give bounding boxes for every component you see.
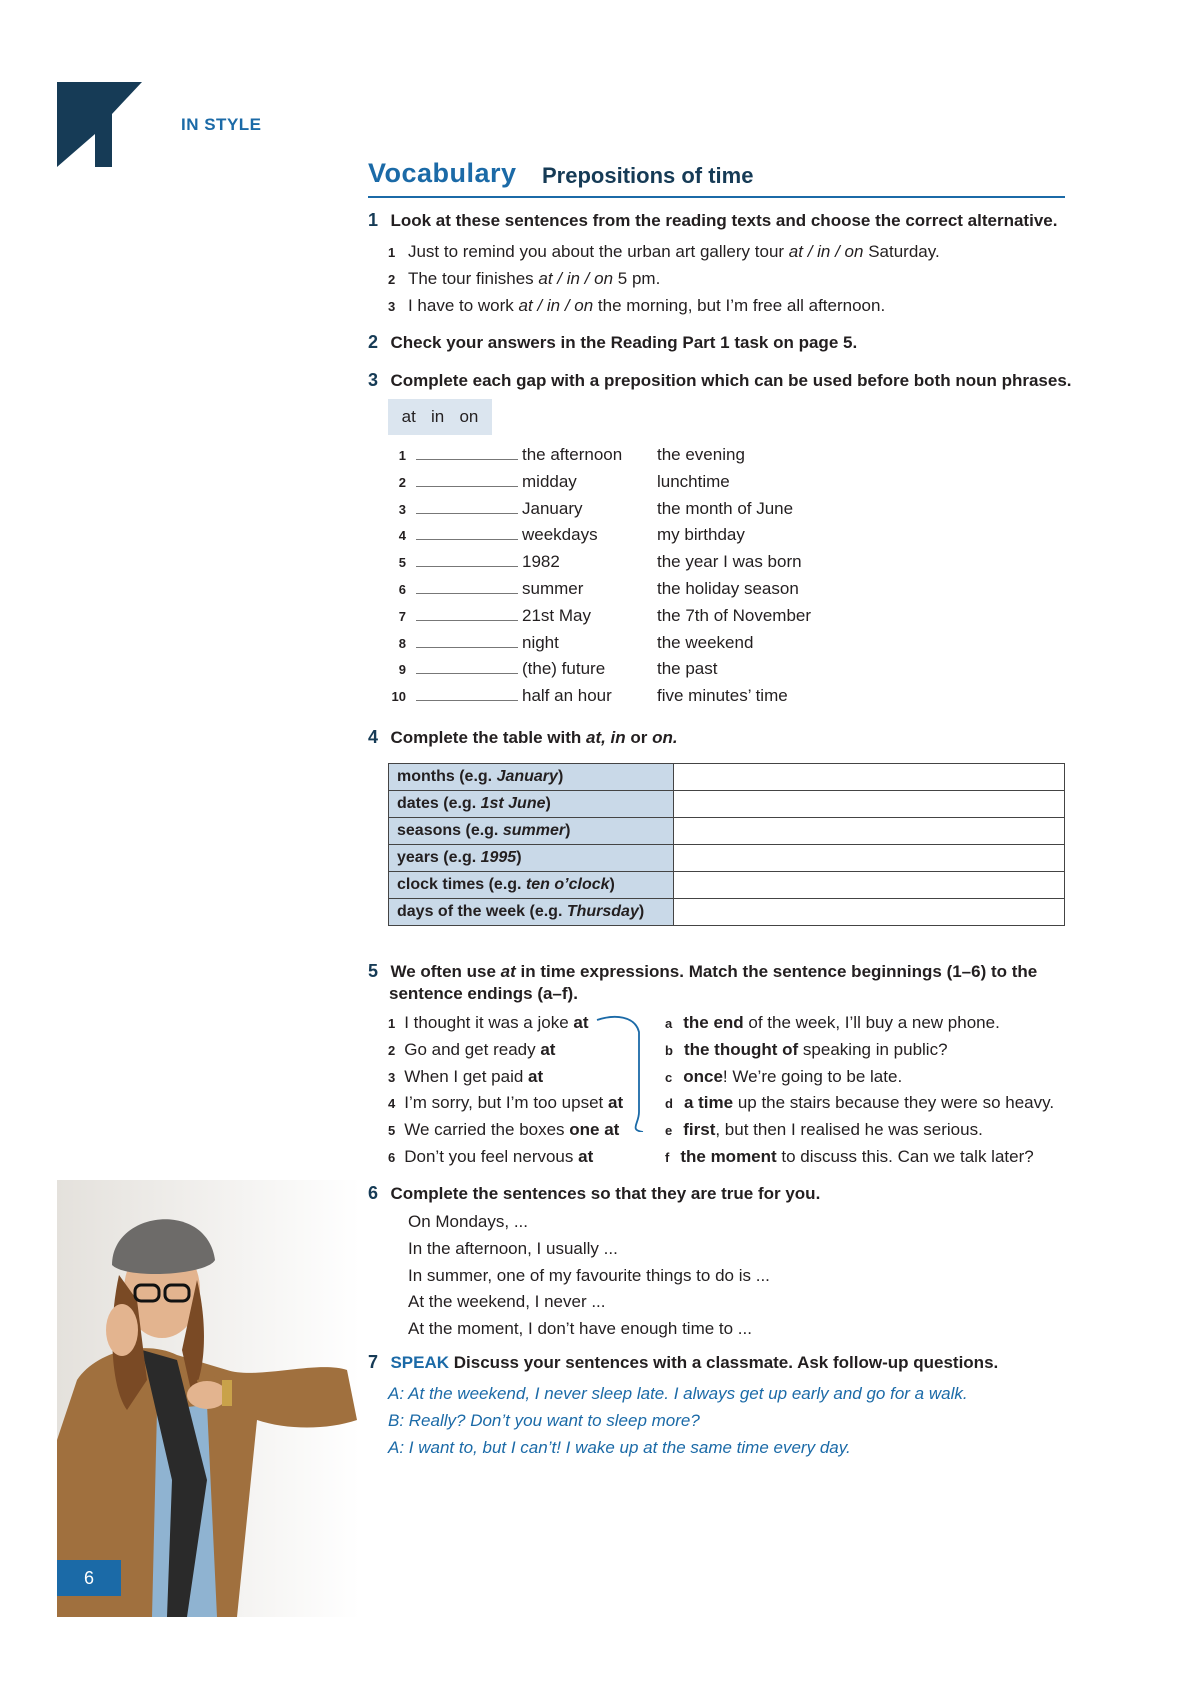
exercise-instruction: Check your answers in the Reading Part 1 task on page 5. [390,333,858,352]
table-row [389,845,1065,872]
list-item [665,1067,902,1087]
list-item [665,1120,983,1140]
table-row [389,899,1065,926]
item-number: 10 [391,689,406,705]
gap-row [380,499,880,519]
item-text: of the week, I’ll buy a new phone. [743,1013,1000,1032]
exercise-number: 2 [368,332,379,352]
list-item [388,1040,555,1060]
item-alternatives[interactable]: at / in / on [538,269,614,288]
item-number: 4 [388,1096,396,1112]
noun-phrase: my birthday [657,525,745,545]
table-row [389,818,1065,845]
noun-phrase: the 7th of November [657,605,812,625]
item-text: I’m sorry, but I’m too upset [404,1093,608,1113]
page-number: 6 [57,1560,121,1596]
list-item [388,1147,593,1167]
exercise-4 [368,727,678,748]
answer-gap[interactable] [416,593,518,594]
item-text: Just to remind you about the urban art gallery tour [407,242,789,261]
table-answer-cell[interactable] [674,845,1065,872]
prompt-line: In summer, one of my favourite things to do is ... [408,1265,770,1285]
noun-phrase: the afternoon [522,445,623,464]
exercise-3 [368,370,1072,391]
item-text: Go and get ready [404,1039,541,1059]
dialogue-line: B: Really? Don’t you want to sleep more? [388,1410,700,1430]
speak-label: SPEAK [390,1353,450,1372]
list-item [665,1093,1054,1113]
item-number: 5 [388,1123,396,1139]
gap-row [380,579,880,599]
list-item [665,1040,948,1060]
item-number: 3 [398,501,406,517]
answer-gap[interactable] [416,700,518,701]
answer-gap[interactable] [416,539,518,540]
dialogue-line: A: I want to, but I can’t! I wake up at the same time every day. [388,1437,851,1457]
item-text-bold: the end [683,1013,744,1032]
item-number: 9 [398,662,406,678]
word-box [388,399,492,435]
table-row-label: years (e.g. 1995) [389,845,674,872]
prompt-line: In the afternoon, I usually ... [408,1238,618,1258]
exercise-2 [368,332,857,353]
list-item [665,1147,1034,1167]
table-row-label: clock times (e.g. ten o’clock) [389,872,674,899]
word-option: at [401,407,416,426]
match-line [595,1012,645,1132]
exercise-number: 3 [368,370,379,390]
item-text-bold: at [528,1066,544,1086]
item-alternatives[interactable]: at / in / on [518,296,594,315]
list-item [388,1120,619,1140]
item-letter: e [665,1123,673,1139]
item-text: to discuss this. Can we talk later? [776,1147,1034,1166]
item-text-bold: one at [569,1120,620,1140]
noun-phrase: weekdays [522,525,598,545]
answer-table [388,763,1065,926]
word-option: on [459,407,479,426]
gap-row [380,472,880,492]
item-text-bold: at [573,1013,589,1032]
noun-phrase: midday [522,471,577,491]
item-number: 7 [398,608,406,624]
item-text: We carried the boxes [404,1120,570,1140]
unit-label: IN STYLE [181,115,262,134]
exercise-instruction: SPEAK Discuss your sentences with a classmate. Ask follow-up questions. [390,1353,999,1372]
exercise-number: 1 [368,210,379,230]
list-item [388,1013,589,1033]
unit-number-logo [57,82,142,167]
answer-gap[interactable] [416,566,518,567]
section-header [368,158,1065,198]
table-row-label: months (e.g. January) [389,764,674,791]
table-answer-cell[interactable] [674,764,1065,791]
table-answer-cell[interactable] [674,791,1065,818]
noun-phrase: summer [522,579,584,598]
item-number: 1 [388,1016,396,1031]
item-text: When I get paid [404,1066,529,1086]
item-number: 5 [398,555,406,571]
noun-phrase: the year I was born [657,552,802,572]
item-text: ! We’re going to be late. [722,1066,903,1086]
prompt-line: At the weekend, I never ... [408,1292,606,1312]
list-item [388,242,940,262]
word-option: in [431,407,445,426]
item-text: The tour finishes [407,269,539,288]
item-text: speaking in public? [798,1039,948,1059]
table-row [389,872,1065,899]
item-number: 6 [398,582,406,597]
noun-phrase: 1982 [522,552,560,572]
item-text-bold: at [608,1093,624,1113]
exercise-instruction: We often use at in time expressions. Match the sentence beginnings (1–6) to the [390,962,1038,981]
item-text: 5 pm. [613,269,661,288]
item-text-bold: at [578,1147,594,1166]
table-answer-cell[interactable] [674,872,1065,899]
item-letter: b [665,1042,673,1058]
list-item [665,1013,1000,1033]
noun-phrase: half an hour [522,686,612,706]
section-title: Vocabulary [368,158,517,188]
item-text-bold: the thought of [683,1039,799,1059]
noun-phrase: night [522,632,559,652]
exercise-instruction: sentence endings (a–f). [389,984,578,1003]
item-text-bold: at [540,1039,556,1059]
item-number: 3 [388,1069,396,1085]
exercise-5 [368,961,1068,1004]
item-letter: d [665,1096,673,1112]
item-alternatives[interactable]: at / in / on [788,242,864,261]
exercise-instruction: Complete the sentences so that they are true for you. [390,1184,821,1203]
item-letter: f [665,1150,670,1165]
noun-phrase: the holiday season [657,579,799,598]
list-item [388,269,660,289]
exercise-1 [368,210,1057,231]
exercise-number: 4 [368,727,379,747]
table-row-label: dates (e.g. 1st June) [389,791,674,818]
item-number: 2 [388,272,396,287]
exercise-instruction: Complete the table with at, in or on. [390,728,678,747]
item-text-bold: a time [683,1093,734,1113]
exercise-number: 5 [368,961,379,981]
section-subtitle: Prepositions of time [542,163,754,188]
item-text-bold: once [683,1066,723,1086]
item-text: I thought it was a joke [404,1013,574,1032]
exercise-instruction: Complete each gap with a preposition which can be used before both noun phrases. [390,371,1072,390]
answer-gap[interactable] [416,513,518,514]
noun-phrase: 21st May [522,605,591,625]
table-row [389,764,1065,791]
gap-row [380,659,880,679]
answer-gap[interactable] [416,673,518,674]
noun-phrase: lunchtime [657,471,730,491]
table-row [389,791,1065,818]
list-item [388,1067,543,1087]
answer-gap[interactable] [416,486,518,487]
exercise-7 [368,1352,998,1373]
item-number: 1 [388,245,396,260]
noun-phrase: the evening [657,445,745,464]
item-letter: c [665,1069,673,1085]
noun-phrase: (the) future [522,659,606,679]
noun-phrase: the weekend [657,632,754,652]
dialogue-line: A: At the weekend, I never sleep late. I always get up early and go for a walk. [388,1384,968,1403]
gap-row [380,633,880,653]
item-number: 3 [388,299,396,314]
item-number: 2 [388,1042,396,1058]
item-number: 8 [398,635,406,651]
item-text: Don’t you feel nervous [404,1147,579,1166]
exercise-number: 6 [368,1183,379,1203]
answer-gap[interactable] [416,620,518,621]
woman-photo [57,1180,360,1617]
noun-phrase: January [522,498,583,518]
table-answer-cell[interactable] [674,818,1065,845]
table-row-label: days of the week (e.g. Thursday) [389,899,674,926]
item-text: the morning, but I’m free all afternoon. [593,296,886,315]
item-text: , but then I realised he was serious. [715,1120,983,1140]
item-text-bold: first [683,1120,716,1140]
gap-row [380,445,880,465]
noun-phrase: five minutes’ time [657,686,788,706]
exercise-6 [368,1183,820,1204]
item-text: up the stairs because they were so heavy. [733,1093,1055,1113]
exercise-instruction: Look at these sentences from the reading texts and choose the correct alternative. [390,211,1058,230]
exercise-number: 7 [368,1352,379,1372]
gap-row [380,686,880,706]
gap-row [380,606,880,626]
table-row-label: seasons (e.g. summer) [389,818,674,845]
gap-row [380,525,880,545]
prompt-line: At the moment, I don’t have enough time to ... [408,1319,752,1339]
gap-row [380,552,880,572]
answer-gap[interactable] [416,647,518,648]
item-number: 2 [398,474,406,490]
noun-phrase: the past [657,659,718,679]
item-number: 1 [398,448,406,463]
item-letter: a [665,1016,673,1031]
item-number: 6 [388,1150,396,1165]
item-text: I have to work [407,296,519,315]
table-answer-cell[interactable] [674,899,1065,926]
item-number: 4 [398,528,406,544]
item-text-bold: the moment [680,1147,777,1166]
item-text: Saturday. [863,242,940,261]
noun-phrase: the month of June [657,498,794,518]
list-item [388,1093,623,1113]
list-item [388,296,885,316]
answer-gap[interactable] [416,459,518,460]
prompt-line: On Mondays, ... [408,1212,528,1231]
